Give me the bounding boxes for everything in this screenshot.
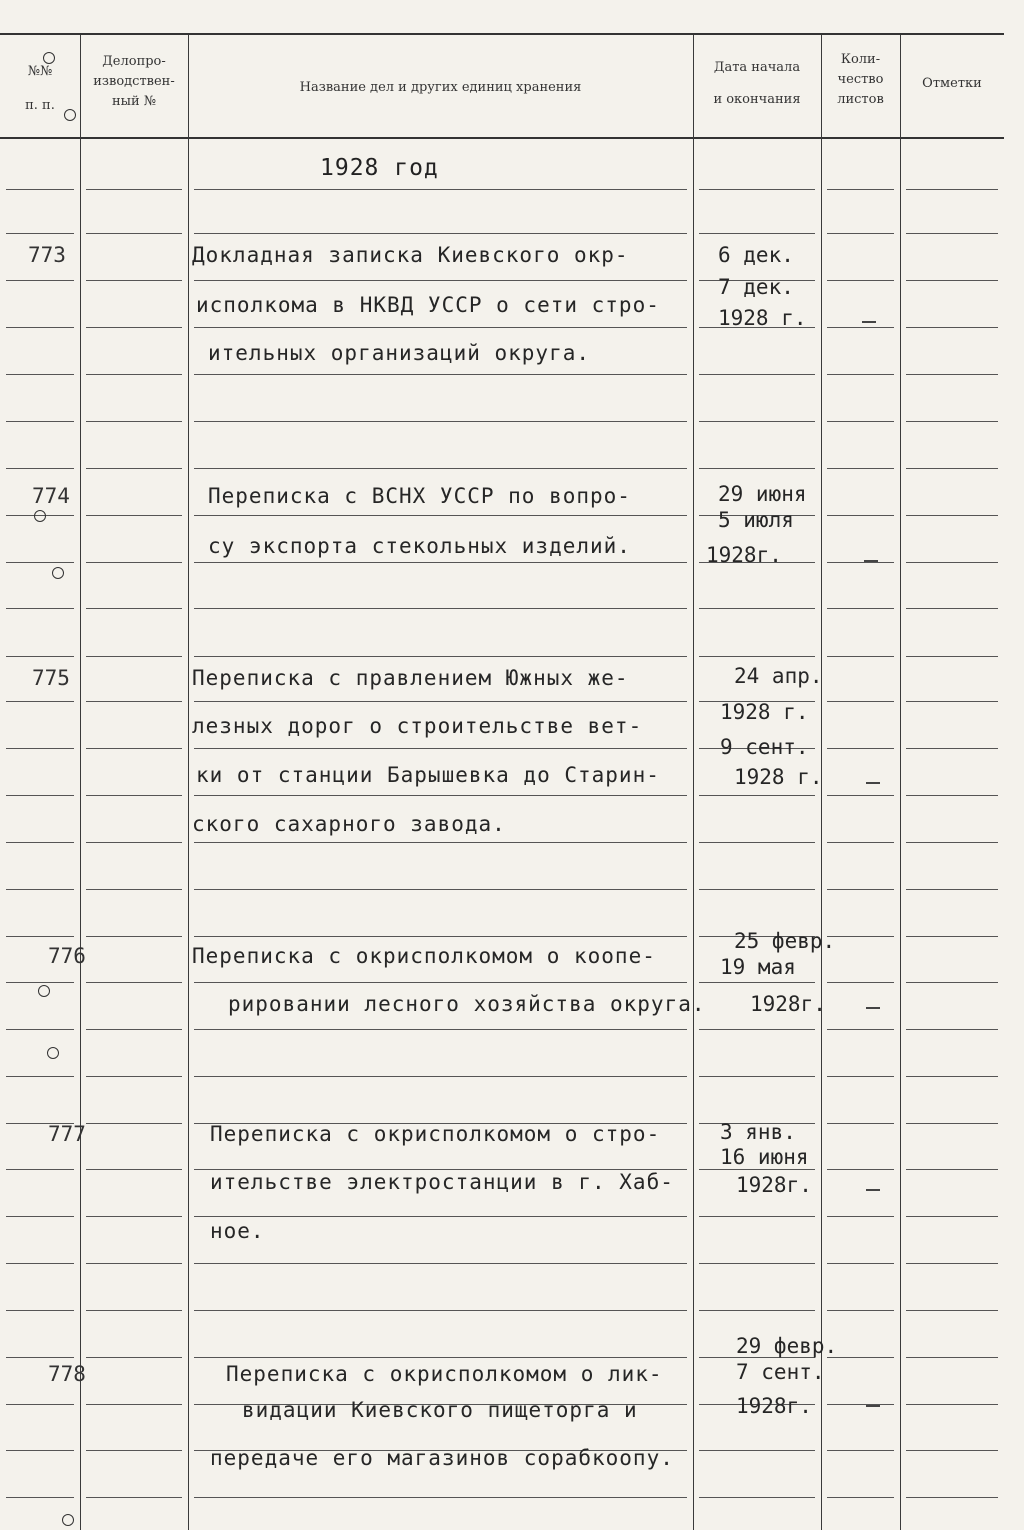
ruled-line bbox=[906, 421, 998, 422]
entry-title-line: ского сахарного завода. bbox=[192, 812, 506, 836]
ruled-line bbox=[906, 562, 998, 563]
ruled-line bbox=[86, 233, 182, 234]
ruled-line bbox=[827, 515, 894, 516]
ruled-line bbox=[86, 1404, 182, 1405]
ruled-line bbox=[86, 1450, 182, 1451]
ruled-line bbox=[906, 1263, 998, 1264]
entry-date: 29 февр. bbox=[736, 1334, 838, 1358]
ruled-line bbox=[6, 562, 74, 563]
entry-title-line: Переписка с окрисполкомом о коопе- bbox=[192, 944, 656, 968]
ruled-line bbox=[699, 1310, 815, 1311]
ruled-line bbox=[194, 936, 687, 937]
header-number-line-2: п. п. bbox=[25, 98, 55, 113]
entry-date: 16 июня bbox=[720, 1145, 809, 1169]
sheets-dash bbox=[862, 321, 876, 323]
ruled-line bbox=[699, 1450, 815, 1451]
ruled-line bbox=[194, 1216, 687, 1217]
entry-title-line: Переписка с окрисполкомом о лик- bbox=[226, 1362, 663, 1386]
ruled-line bbox=[194, 374, 687, 375]
ruled-line bbox=[827, 1263, 894, 1264]
entry-date: 9 сент. bbox=[720, 735, 809, 759]
ruled-line bbox=[194, 842, 687, 843]
entry-date: 7 дек. bbox=[718, 275, 794, 299]
ruled-line bbox=[699, 608, 815, 609]
ruled-line bbox=[86, 468, 182, 469]
entry-date: 24 апр. bbox=[734, 664, 823, 688]
header-notes-text: Отметки bbox=[922, 76, 982, 91]
ruled-line bbox=[6, 1076, 74, 1077]
ruled-line bbox=[86, 562, 182, 563]
header-dates-line-2: и окончания bbox=[713, 92, 801, 107]
punch-hole bbox=[52, 567, 64, 579]
ruled-line bbox=[827, 280, 894, 281]
entry-number: 776 bbox=[48, 944, 86, 968]
ruled-line bbox=[6, 701, 74, 702]
entry-title-line: ное. bbox=[210, 1219, 265, 1243]
ruled-line bbox=[194, 889, 687, 890]
ruled-line bbox=[6, 1310, 74, 1311]
column-divider-2 bbox=[188, 35, 189, 1530]
sheets-dash bbox=[866, 1405, 880, 1407]
ruled-line bbox=[699, 795, 815, 796]
ruled-line bbox=[827, 468, 894, 469]
ruled-line bbox=[194, 748, 687, 749]
ruled-line bbox=[6, 468, 74, 469]
ruled-line bbox=[6, 280, 74, 281]
ruled-line bbox=[906, 1216, 998, 1217]
sheets-dash bbox=[866, 1007, 880, 1009]
ruled-line bbox=[827, 982, 894, 983]
ruled-line bbox=[194, 1357, 687, 1358]
ruled-line bbox=[194, 1076, 687, 1077]
ruled-line bbox=[194, 562, 687, 563]
entry-title-line: ки от станции Барышевка до Старин- bbox=[196, 763, 660, 787]
entry-date: 1928 г. bbox=[718, 306, 807, 330]
header-bottom-rule bbox=[0, 137, 1004, 139]
ruled-line bbox=[6, 1216, 74, 1217]
entry-number: 774 bbox=[32, 484, 70, 508]
ruled-line bbox=[906, 842, 998, 843]
ruled-line bbox=[699, 842, 815, 843]
entry-date: 1928г. bbox=[706, 543, 782, 567]
header-number-line-1: №№ bbox=[27, 64, 53, 79]
ruled-line bbox=[827, 1216, 894, 1217]
ruled-line bbox=[906, 1450, 998, 1451]
header-sheets-line-3: листов bbox=[837, 92, 884, 107]
ruled-line bbox=[827, 608, 894, 609]
ruled-line bbox=[6, 889, 74, 890]
ruled-line bbox=[827, 795, 894, 796]
ruled-line bbox=[906, 1310, 998, 1311]
ruled-line bbox=[6, 795, 74, 796]
ruled-line bbox=[194, 327, 687, 328]
ruled-line bbox=[194, 1263, 687, 1264]
ruled-line bbox=[86, 842, 182, 843]
header-number bbox=[0, 62, 80, 116]
entry-number: 778 bbox=[48, 1362, 86, 1386]
ruled-line bbox=[194, 656, 687, 657]
ruled-line bbox=[86, 1497, 182, 1498]
ruled-line bbox=[194, 982, 687, 983]
column-divider-5 bbox=[900, 35, 901, 1530]
header-notes bbox=[900, 74, 1004, 94]
ruled-line bbox=[6, 842, 74, 843]
entry-title-line: Переписка с окрисполкомом о стро- bbox=[210, 1122, 661, 1146]
top-rule bbox=[0, 33, 1004, 35]
ruled-line bbox=[86, 1029, 182, 1030]
entry-date: 29 июня bbox=[718, 482, 807, 506]
year-heading: 1928 год bbox=[320, 155, 439, 181]
ruled-line bbox=[6, 189, 74, 190]
ruled-line bbox=[6, 233, 74, 234]
entry-date: 5 июля bbox=[718, 508, 794, 532]
header-dates bbox=[693, 58, 821, 110]
ruled-line bbox=[86, 374, 182, 375]
ruled-line bbox=[827, 842, 894, 843]
entry-title-line: передаче его магазинов сорабкоопу. bbox=[210, 1446, 674, 1470]
ruled-line bbox=[194, 608, 687, 609]
ruled-line bbox=[827, 1310, 894, 1311]
ruled-line bbox=[699, 982, 815, 983]
punch-hole bbox=[43, 52, 55, 64]
ruled-line bbox=[906, 1404, 998, 1405]
ruled-line bbox=[86, 748, 182, 749]
ruled-line bbox=[699, 1076, 815, 1077]
sheets-dash bbox=[866, 782, 880, 784]
header-sheets bbox=[821, 50, 900, 110]
ruled-line bbox=[699, 233, 815, 234]
entry-title-line: видации Киевского пищеторга и bbox=[242, 1398, 638, 1422]
ruled-line bbox=[827, 748, 894, 749]
entry-title-line: су экспорта стекольных изделий. bbox=[208, 534, 631, 558]
ruled-line bbox=[827, 936, 894, 937]
ruled-line bbox=[6, 936, 74, 937]
ruled-line bbox=[194, 233, 687, 234]
ruled-line bbox=[906, 889, 998, 890]
ruled-line bbox=[86, 1076, 182, 1077]
ruled-line bbox=[86, 795, 182, 796]
ruled-line bbox=[827, 1404, 894, 1405]
sheets-dash bbox=[864, 560, 878, 562]
ruled-line bbox=[6, 1263, 74, 1264]
entry-date: 3 янв. bbox=[720, 1120, 796, 1144]
header-title-text: Название дел и других единиц хранения bbox=[299, 80, 582, 95]
ruled-line bbox=[194, 1497, 687, 1498]
ruled-line bbox=[906, 608, 998, 609]
ruled-line bbox=[6, 1169, 74, 1170]
column-divider-3 bbox=[693, 35, 694, 1530]
header-title bbox=[188, 78, 693, 98]
ruled-line bbox=[86, 280, 182, 281]
ruled-line bbox=[827, 1169, 894, 1170]
entry-date: 6 дек. bbox=[718, 243, 794, 267]
ruled-line bbox=[906, 1169, 998, 1170]
ruled-line bbox=[906, 468, 998, 469]
punch-hole bbox=[64, 109, 76, 121]
ruled-line bbox=[6, 327, 74, 328]
ruled-line bbox=[906, 374, 998, 375]
ruled-line bbox=[827, 421, 894, 422]
ruled-line bbox=[86, 608, 182, 609]
ruled-line bbox=[906, 1357, 998, 1358]
punch-hole bbox=[38, 985, 50, 997]
ruled-line bbox=[86, 189, 182, 190]
ruled-line bbox=[906, 515, 998, 516]
header-sheets-line-2: чество bbox=[837, 72, 884, 87]
ruled-line bbox=[86, 889, 182, 890]
entry-date: 19 мая bbox=[720, 955, 796, 979]
ruled-line bbox=[699, 189, 815, 190]
entry-number: 773 bbox=[28, 243, 66, 267]
ruled-line bbox=[699, 468, 815, 469]
entry-title-line: Переписка с правлением Южных же- bbox=[192, 666, 629, 690]
ruled-line bbox=[6, 421, 74, 422]
entry-title-line: рировании лесного хозяйства округа. bbox=[228, 992, 706, 1016]
ruled-line bbox=[906, 656, 998, 657]
ruled-line bbox=[827, 562, 894, 563]
entry-title-line: исполкома в НКВД УССР о сети стро- bbox=[196, 293, 660, 317]
ruled-line bbox=[827, 889, 894, 890]
ruled-line bbox=[86, 1263, 182, 1264]
ruled-line bbox=[827, 656, 894, 657]
ruled-line bbox=[906, 1076, 998, 1077]
ruled-line bbox=[699, 1216, 815, 1217]
ruled-line bbox=[194, 515, 687, 516]
entry-title-line: Переписка с ВСНХ УССР по вопро- bbox=[208, 484, 631, 508]
ruled-line bbox=[699, 889, 815, 890]
ruled-line bbox=[6, 656, 74, 657]
sheets-dash bbox=[866, 1189, 880, 1191]
entry-date: 1928г. bbox=[736, 1394, 812, 1418]
ruled-line bbox=[86, 982, 182, 983]
entry-number: 777 bbox=[48, 1122, 86, 1146]
ruled-line bbox=[86, 1169, 182, 1170]
ruled-line bbox=[906, 233, 998, 234]
punch-hole bbox=[34, 510, 46, 522]
header-dates-line-1: Дата начала bbox=[713, 60, 801, 75]
ruled-line bbox=[827, 701, 894, 702]
ruled-line bbox=[194, 468, 687, 469]
entry-date: 7 сент. bbox=[736, 1360, 825, 1384]
ruled-line bbox=[699, 1029, 815, 1030]
ruled-line bbox=[699, 374, 815, 375]
ruled-line bbox=[6, 982, 74, 983]
ruled-line bbox=[827, 1029, 894, 1030]
ruled-line bbox=[86, 1216, 182, 1217]
ruled-line bbox=[827, 327, 894, 328]
entry-number: 775 bbox=[32, 666, 70, 690]
ruled-line bbox=[194, 280, 687, 281]
ruled-line bbox=[6, 1029, 74, 1030]
entry-date: 1928 г. bbox=[720, 700, 809, 724]
entry-date: 1928г. bbox=[750, 992, 826, 1016]
ruled-line bbox=[6, 1404, 74, 1405]
ruled-line bbox=[86, 421, 182, 422]
ruled-line bbox=[86, 515, 182, 516]
ruled-line bbox=[906, 1497, 998, 1498]
entry-date: 1928 г. bbox=[734, 765, 823, 789]
ruled-line bbox=[86, 1123, 182, 1124]
ruled-line bbox=[906, 189, 998, 190]
ruled-line bbox=[906, 701, 998, 702]
ruled-line bbox=[6, 1450, 74, 1451]
column-divider-1 bbox=[80, 35, 81, 1530]
entry-title-line: лезных дорог о строительстве вет- bbox=[192, 714, 643, 738]
header-office-line-1: Делопро- bbox=[102, 54, 166, 69]
ruled-line bbox=[86, 1310, 182, 1311]
ruled-line bbox=[827, 189, 894, 190]
ruled-line bbox=[699, 656, 815, 657]
ruled-line bbox=[6, 1357, 74, 1358]
ruled-line bbox=[827, 1450, 894, 1451]
ruled-line bbox=[906, 327, 998, 328]
ruled-line bbox=[86, 936, 182, 937]
ruled-line bbox=[827, 1076, 894, 1077]
ruled-line bbox=[906, 1029, 998, 1030]
ruled-line bbox=[827, 233, 894, 234]
header-office-line-2: изводствен- bbox=[93, 74, 175, 89]
ruled-line bbox=[906, 748, 998, 749]
entry-title-line: ительстве электростанции в г. Хаб- bbox=[210, 1170, 674, 1194]
ruled-line bbox=[6, 748, 74, 749]
ruled-line bbox=[827, 1123, 894, 1124]
ruled-line bbox=[906, 1123, 998, 1124]
ruled-line bbox=[906, 936, 998, 937]
ruled-line bbox=[194, 189, 687, 190]
ruled-line bbox=[699, 421, 815, 422]
header-sheets-line-1: Коли- bbox=[840, 52, 881, 67]
ruled-line bbox=[699, 1263, 815, 1264]
ruled-line bbox=[194, 1029, 687, 1030]
ruled-line bbox=[906, 795, 998, 796]
entry-title-line: ительных организаций округа. bbox=[208, 341, 591, 365]
entry-date: 1928г. bbox=[736, 1173, 812, 1197]
ruled-line bbox=[86, 1357, 182, 1358]
entry-title-line: Докладная записка Киевского окр- bbox=[192, 243, 629, 267]
ruled-line bbox=[6, 374, 74, 375]
ruled-line bbox=[6, 608, 74, 609]
ruled-line bbox=[86, 327, 182, 328]
ruled-line bbox=[194, 1310, 687, 1311]
punch-hole bbox=[62, 1514, 74, 1526]
ruled-line bbox=[699, 1497, 815, 1498]
ruled-line bbox=[194, 421, 687, 422]
ruled-line bbox=[6, 1497, 74, 1498]
ruled-line bbox=[86, 701, 182, 702]
ruled-line bbox=[86, 656, 182, 657]
ruled-line bbox=[906, 280, 998, 281]
header-office-number bbox=[80, 52, 188, 112]
ruled-line bbox=[699, 1169, 815, 1170]
punch-hole bbox=[47, 1047, 59, 1059]
header-office-line-3: ный № bbox=[111, 94, 157, 109]
ruled-line bbox=[194, 701, 687, 702]
ruled-line bbox=[906, 982, 998, 983]
entry-date: 25 февр. bbox=[734, 929, 836, 953]
ruled-line bbox=[827, 374, 894, 375]
ruled-line bbox=[194, 795, 687, 796]
ruled-line bbox=[827, 1497, 894, 1498]
